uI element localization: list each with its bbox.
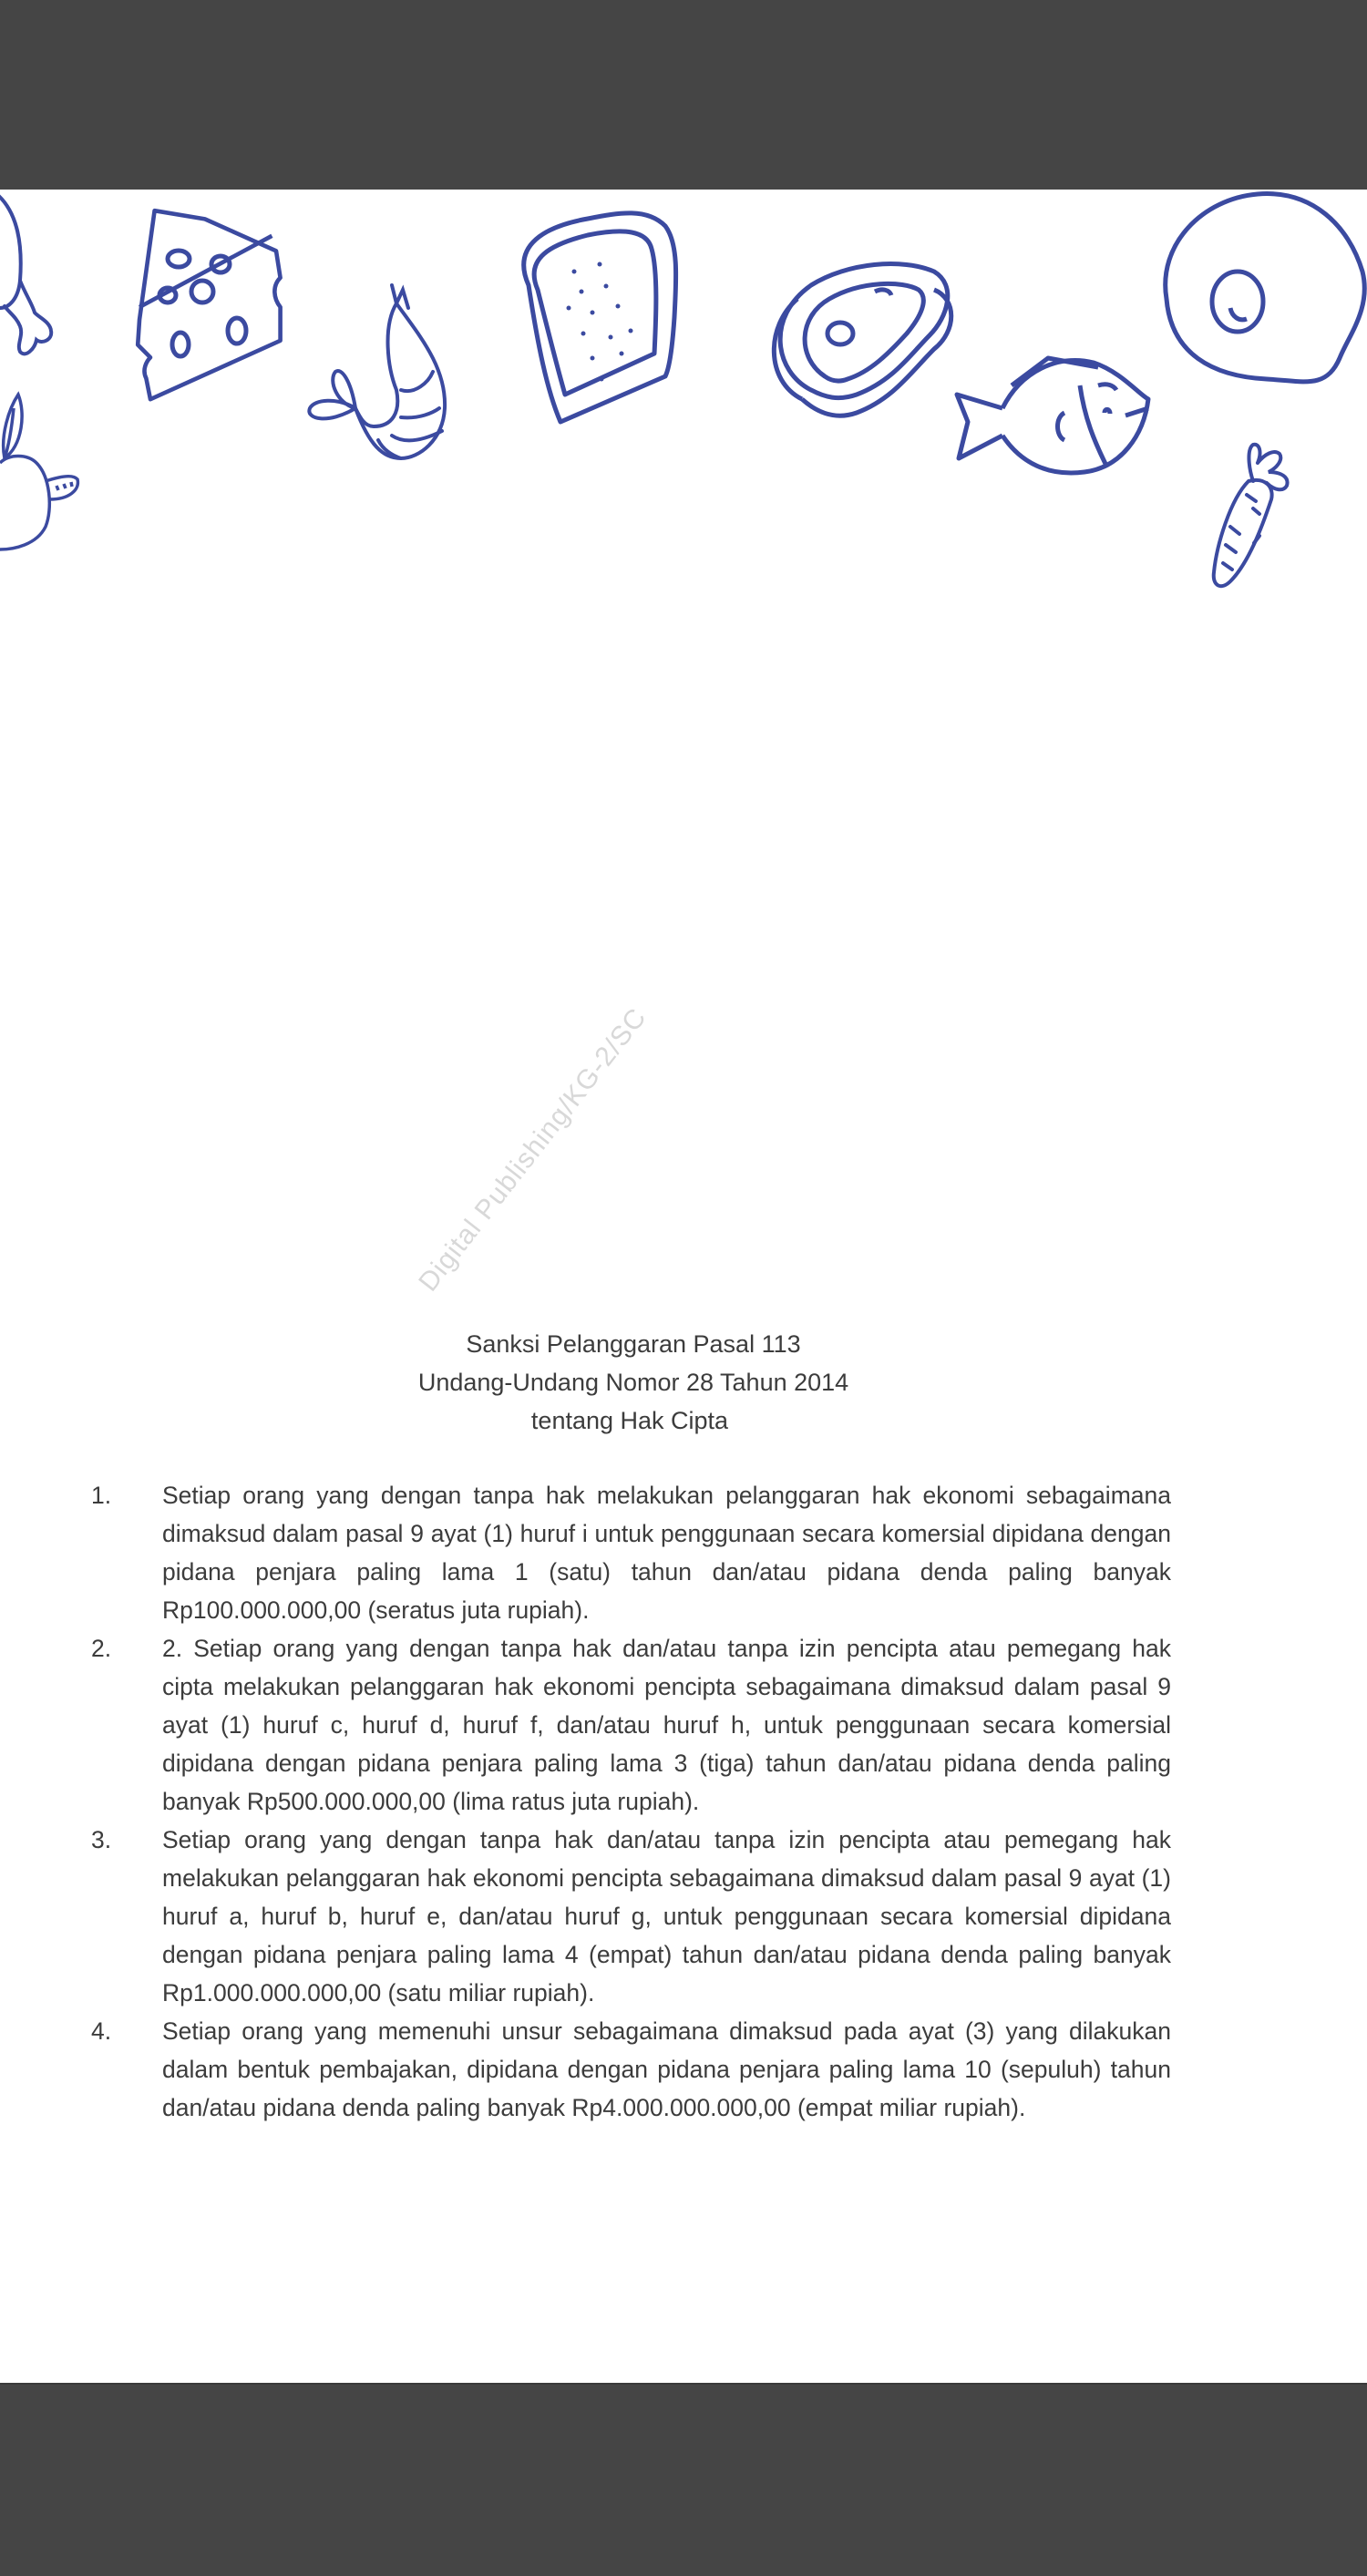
chicken-drumstick-icon — [0, 190, 91, 372]
list-item-number: 1. — [91, 1482, 112, 1509]
heading-line-2: Undang-Undang Nomor 28 Tahun 2014 — [417, 1369, 849, 1396]
apple-icon — [0, 372, 100, 554]
viewer-top-bar — [0, 0, 1367, 190]
list-item-text: Setiap orang yang dengan tanpa hak melakukan pelanggaran hak ekonomi sebagaimana dimaksud dalam pasal 9 ayat (1) huruf i untuk penggunaan secara komersial dipidana dengan pidana penjara paling lama 1 (satu) tahun dan/atau pidana denda paling banyak Rp100.000.000,00 (seratus juta rupiah). — [162, 1482, 1171, 1624]
list-item-number: 2. — [91, 1635, 112, 1662]
list-item-text: 2. Setiap orang yang dengan tanpa hak dan/atau tanpa izin pencipta atau pemegang hak cipta melakukan pelanggaran hak ekonomi pencipta sebagaimana dimaksud dalam pasal 9 ayat (1) huruf c, huruf d, huruf f, dan/atau huruf h, untuk penggunaan secara komersial dipidana dengan pidana penjara paling lama 3 (tiga) tahun dan/atau pidana denda paling banyak Rp500.000.000,00 (lima ratus juta rupiah). — [162, 1635, 1171, 1815]
list-item — [91, 1476, 1171, 1629]
fish-icon — [948, 344, 1157, 490]
document-heading — [0, 1325, 1267, 1440]
heading-line-3: tentang Hak Cipta — [530, 1407, 729, 1434]
list-item-number: 3. — [91, 1826, 112, 1853]
bread-slice-icon — [510, 208, 720, 417]
list-item — [91, 1821, 1171, 2012]
list-item-text: Setiap orang yang dengan tanpa hak dan/atau tanpa izin pencipta atau pemegang hak melakukan pelanggaran hak ekonomi pencipta sebagaimana dimaksud dalam pasal 9 ayat (1) huruf a, huruf b, huruf e, dan/atau huruf g, untuk penggunaan secara komersial dipidana dengan pidana penjara paling lama 4 (empat) tahun dan/atau pidana denda paling banyak Rp1.000.000.000,00 (satu miliar rupiah). — [162, 1826, 1171, 2006]
list-item — [91, 2012, 1171, 2127]
list-item-text: Setiap orang yang memenuhi unsur sebagaimana dimaksud pada ayat (3) yang dilakukan dalam bentuk pembajakan, dipidana dengan pidana penjara paling lama 10 (sepuluh) tahun dan/atau pidana denda paling banyak Rp4.000.000.000,00 (empat miliar rupiah). — [162, 2017, 1171, 2121]
list-item-number: 4. — [91, 2017, 112, 2045]
shrimp-icon — [301, 281, 492, 490]
viewer-bottom-bar — [0, 2383, 1367, 2576]
carrot-icon — [1203, 426, 1303, 600]
sanction-list — [91, 1476, 1171, 2127]
list-item — [91, 1629, 1171, 1821]
heading-line-1: Sanksi Pelanggaran Pasal 113 — [466, 1330, 801, 1358]
food-illustrations — [0, 190, 1367, 590]
cheese-icon — [137, 208, 310, 399]
watermark: Digital Publishing/KG-2/SC — [413, 1002, 653, 1298]
fried-egg-icon — [1157, 190, 1367, 408]
